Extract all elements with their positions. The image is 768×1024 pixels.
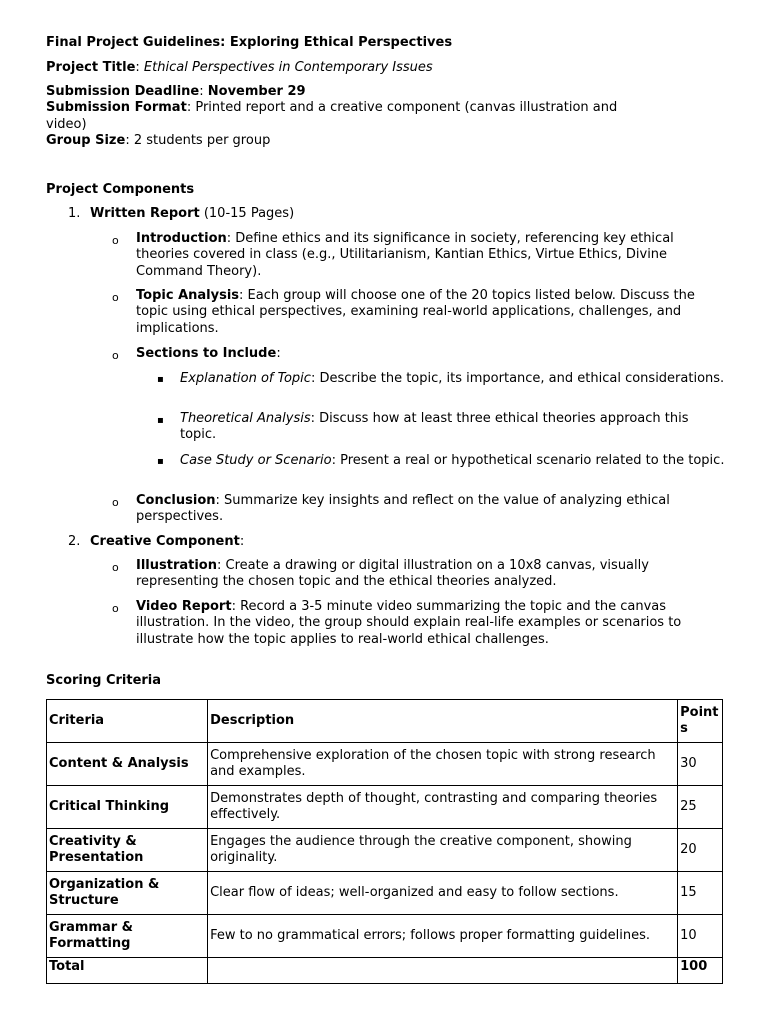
criteria-cell: Grammar & Formatting bbox=[47, 915, 208, 958]
circle-bullet-icon: o bbox=[112, 291, 119, 304]
criteria-cell: Organization & Structure bbox=[47, 872, 208, 915]
document-title: Final Project Guidelines: Exploring Ethical Perspectives bbox=[46, 35, 453, 50]
table-row bbox=[47, 786, 723, 829]
circle-bullet-icon: o bbox=[112, 602, 119, 615]
deadline-line: Submission Deadline: November 29 bbox=[46, 84, 306, 99]
components-heading: Project Components bbox=[46, 182, 195, 197]
circle-bullet-icon: o bbox=[112, 561, 119, 574]
format-line: Submission Format: Printed report and a creative component (canvas illustration and bbox=[46, 100, 618, 115]
list-number-1: 1. bbox=[68, 206, 81, 221]
list-number-2: 2. bbox=[68, 534, 81, 549]
written-report-heading: Written Report (10-15 Pages) bbox=[90, 206, 295, 221]
description-cell: Demonstrates depth of thought, contrasting and comparing theories effectively. bbox=[208, 786, 678, 829]
topic-analysis-item: Topic Analysis: Each group will choose one of the 20 topics listed below. Discuss the topic using ethical perspectives, examining real-world applications, challenges, and implications. bbox=[136, 288, 695, 336]
column-header-description: Description bbox=[208, 700, 678, 743]
description-cell: Clear flow of ideas; well-organized and easy to follow sections. bbox=[208, 872, 678, 915]
table-row bbox=[47, 915, 723, 958]
criteria-cell: Creativity & Presentation bbox=[47, 829, 208, 872]
description-cell: Comprehensive exploration of the chosen topic with strong research and examples. bbox=[208, 743, 678, 786]
scoring-table bbox=[46, 699, 723, 984]
group-size-line: Group Size: 2 students per group bbox=[46, 133, 271, 148]
square-bullet-icon: ▪ bbox=[157, 456, 164, 467]
criteria-cell: Critical Thinking bbox=[47, 786, 208, 829]
points-cell: 30 bbox=[678, 743, 723, 786]
points-cell: 25 bbox=[678, 786, 723, 829]
sections-item: Sections to Include: bbox=[136, 346, 281, 361]
total-description-cell bbox=[208, 958, 678, 984]
column-header-points: Points bbox=[678, 700, 723, 743]
total-points-cell: 100 bbox=[678, 958, 723, 984]
scoring-heading: Scoring Criteria bbox=[46, 673, 162, 688]
description-cell: Engages the audience through the creative component, showing originality. bbox=[208, 829, 678, 872]
square-bullet-icon: ▪ bbox=[157, 415, 164, 426]
section-explanation: Explanation of Topic: Describe the topic, its importance, and ethical considerations. bbox=[180, 371, 725, 386]
creative-component-heading: Creative Component: bbox=[90, 534, 245, 549]
table-row bbox=[47, 872, 723, 915]
project-title-line: Project Title: Ethical Perspectives in Contemporary Issues bbox=[46, 60, 433, 75]
column-header-criteria: Criteria bbox=[47, 700, 208, 743]
circle-bullet-icon: o bbox=[112, 349, 119, 362]
criteria-cell: Content & Analysis bbox=[47, 743, 208, 786]
section-theoretical: Theoretical Analysis: Discuss how at least three ethical theories approach this topic. bbox=[180, 411, 689, 443]
video-report-item: Video Report: Record a 3-5 minute video summarizing the topic and the canvas illustration. In the video, the group should explain real-life examples or scenarios to illustrate how the topic applies to real-world ethical challenges. bbox=[136, 599, 682, 647]
intro-item: Introduction: Define ethics and its significance in society, referencing key ethical theories covered in class (e.g., Utilitarianism, Kantian Ethics, Virtue Ethics, Divine Command Theory). bbox=[136, 231, 674, 279]
circle-bullet-icon: o bbox=[112, 234, 119, 247]
circle-bullet-icon: o bbox=[112, 496, 119, 509]
table-row bbox=[47, 743, 723, 786]
section-case-study: Case Study or Scenario: Present a real or hypothetical scenario related to the topic. bbox=[180, 453, 725, 468]
total-label-cell: Total bbox=[47, 958, 208, 984]
conclusion-item: Conclusion: Summarize key insights and reflect on the value of analyzing ethical perspectives. bbox=[136, 493, 670, 525]
illustration-item: Illustration: Create a drawing or digital illustration on a 10x8 canvas, visually representing the chosen topic and the ethical theories analyzed. bbox=[136, 558, 649, 590]
table-header-row bbox=[47, 700, 723, 743]
points-cell: 20 bbox=[678, 829, 723, 872]
table-row bbox=[47, 829, 723, 872]
format-line-continued: video) bbox=[46, 117, 87, 132]
description-cell: Few to no grammatical errors; follows proper formatting guidelines. bbox=[208, 915, 678, 958]
points-cell: 10 bbox=[678, 915, 723, 958]
square-bullet-icon: ▪ bbox=[157, 374, 164, 385]
table-total-row bbox=[47, 958, 723, 984]
points-cell: 15 bbox=[678, 872, 723, 915]
